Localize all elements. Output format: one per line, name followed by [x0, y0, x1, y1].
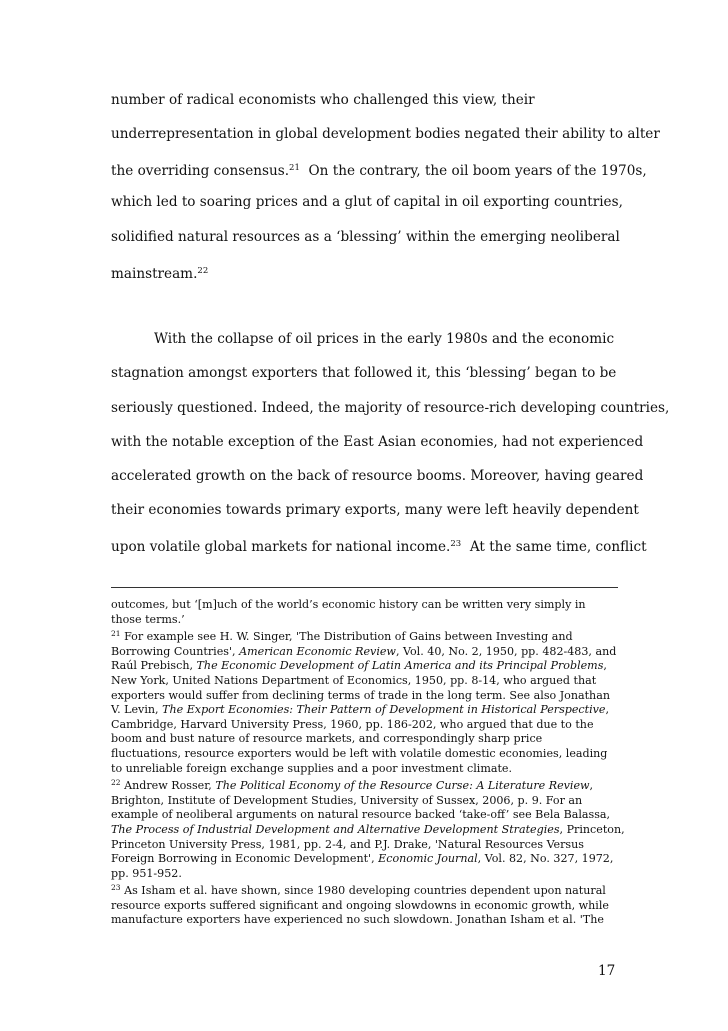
- body-line-text: their economies towards primary exports, many were left heavily dependent: [111, 502, 639, 518]
- body-line: [111, 159, 647, 180]
- body-line: [111, 467, 643, 485]
- body-line-text: With the collapse of oil prices in the early 1980s and the economic: [154, 331, 615, 347]
- footnote-ref-23[interactable]: 23: [450, 539, 462, 549]
- footnote-line: Cambridge, Harvard University Press, 1960, pp. 186-202, who argued that due to the: [111, 717, 594, 731]
- footnote-line: those terms.’: [111, 612, 185, 626]
- footnote-23: [111, 881, 621, 928]
- footnote-divider: [111, 587, 618, 588]
- footnote-22: [111, 776, 625, 881]
- footnotes: [111, 598, 625, 928]
- page-number: 17: [598, 963, 616, 979]
- body-line: [111, 91, 535, 109]
- footnote-line: Foreign Borrowing in Economic Development', Economic Journal, Vol. 82, No. 327, 1972,: [111, 852, 614, 866]
- body-line: [111, 433, 643, 451]
- body-line: [111, 501, 639, 519]
- body-line: [111, 125, 660, 143]
- footnote-21: [111, 627, 621, 776]
- footnote-line: Brighton, Institute of Development Studies, University of Sussex, 2006, p. 9. For an: [111, 793, 583, 807]
- footnote-number: 23: [111, 883, 121, 893]
- footnote-line: Raúl Prebisch, The Economic Development of Latin America and its Principal Problems,: [111, 659, 607, 673]
- body-line-text: accelerated growth on the back of resource booms. Moreover, having geared: [111, 468, 644, 484]
- body-line-text: the overriding consensus.: [111, 163, 290, 179]
- body-line: [111, 399, 669, 417]
- footnote-line: V. Levin, The Export Economies: Their Pattern of Development in Historical Perspective,: [111, 703, 610, 717]
- footnote-line: Princeton University Press, 1981, pp. 2-4, and P.J. Drake, 'Natural Resources Versus: [111, 837, 584, 851]
- body-line: [111, 228, 620, 246]
- footnote-continued: [111, 598, 621, 627]
- body-line: [111, 193, 623, 211]
- footnote-line: pp. 951-952.: [111, 866, 182, 880]
- body-line: [111, 364, 616, 382]
- footnote-line: manufacture exporters have experienced no such slowdown. Jonathan Isham et al. 'The: [111, 913, 604, 927]
- footnote-line: The Process of Industrial Development and Alternative Development Strategies, Princeton,: [111, 822, 625, 836]
- footnote-line: $^{23}$ As Isham et al. have shown, since 1980 developing countries dependent upon natural: [111, 883, 606, 898]
- footnote-line: New York, United Nations Department of Economics, 1950, pp. 8-14, who argued that: [111, 673, 597, 687]
- body-line: [154, 330, 614, 348]
- body-line-text: solidified natural resources as a ‘blessing’ within the emerging neoliberal: [111, 229, 620, 245]
- footnote-line: $^{21}$ For example see H. W. Singer, 'The Distribution of Gains between Investing and: [111, 629, 573, 644]
- body-line-text: upon volatile global markets for national income.: [111, 539, 451, 555]
- body-line-text: At the same time, conflict: [469, 539, 647, 555]
- footnote-number: 21: [111, 629, 121, 639]
- footnote-number: 22: [111, 778, 121, 788]
- body-line-text: mainstream.: [111, 266, 198, 282]
- body-line-text: stagnation amongst exporters that followed it, this ‘blessing’ began to be: [111, 365, 617, 381]
- body-line-text: On the contrary, the oil boom years of the 1970s,: [308, 163, 647, 179]
- body-line: [111, 262, 208, 283]
- footnote-line: resource exports suffered significant and ongoing slowdowns in economic growth, while: [111, 898, 609, 912]
- footnote-line: fluctuations, resource exporters would be left with volatile domestic economies, leading: [111, 746, 608, 760]
- body-line-text: which led to soaring prices and a glut of capital in oil exporting countries,: [111, 194, 623, 210]
- footnote-line: outcomes, but ‘[m]uch of the world’s economic history can be written very simply in: [111, 598, 586, 611]
- body-line-text: with the notable exception of the East Asian economies, had not experienced: [111, 434, 644, 450]
- footnote-line: Borrowing Countries', American Economic Review, Vol. 40, No. 2, 1950, pp. 482-483, and: [111, 644, 617, 658]
- footnote-line: exporters would suffer from declining terms of trade in the long term. See also Jonathan: [111, 688, 610, 702]
- body-line-text: underrepresentation in global development bodies negated their ability to alter: [111, 126, 660, 142]
- footnote-line: to unreliable foreign exchange supplies and a poor investment climate.: [111, 761, 513, 775]
- footnote-ref-21[interactable]: 21: [289, 163, 300, 173]
- body-line-text: number of radical economists who challenged this view, their: [111, 92, 535, 108]
- footnote-ref-22[interactable]: 22: [197, 266, 209, 276]
- footnote-line: boom and bust nature of resource markets, and correspondingly sharp price: [111, 732, 543, 746]
- body-line-text: seriously questioned. Indeed, the majority of resource-rich developing countries,: [111, 400, 670, 416]
- footnote-line: $^{22}$ Andrew Rosser, The Political Economy of the Resource Curse: A Literature Review,: [111, 778, 594, 793]
- body-line: [111, 535, 647, 556]
- footnote-line: example of neoliberal arguments on natural resource backed ‘take-off’ see Bela Balassa,: [111, 808, 611, 822]
